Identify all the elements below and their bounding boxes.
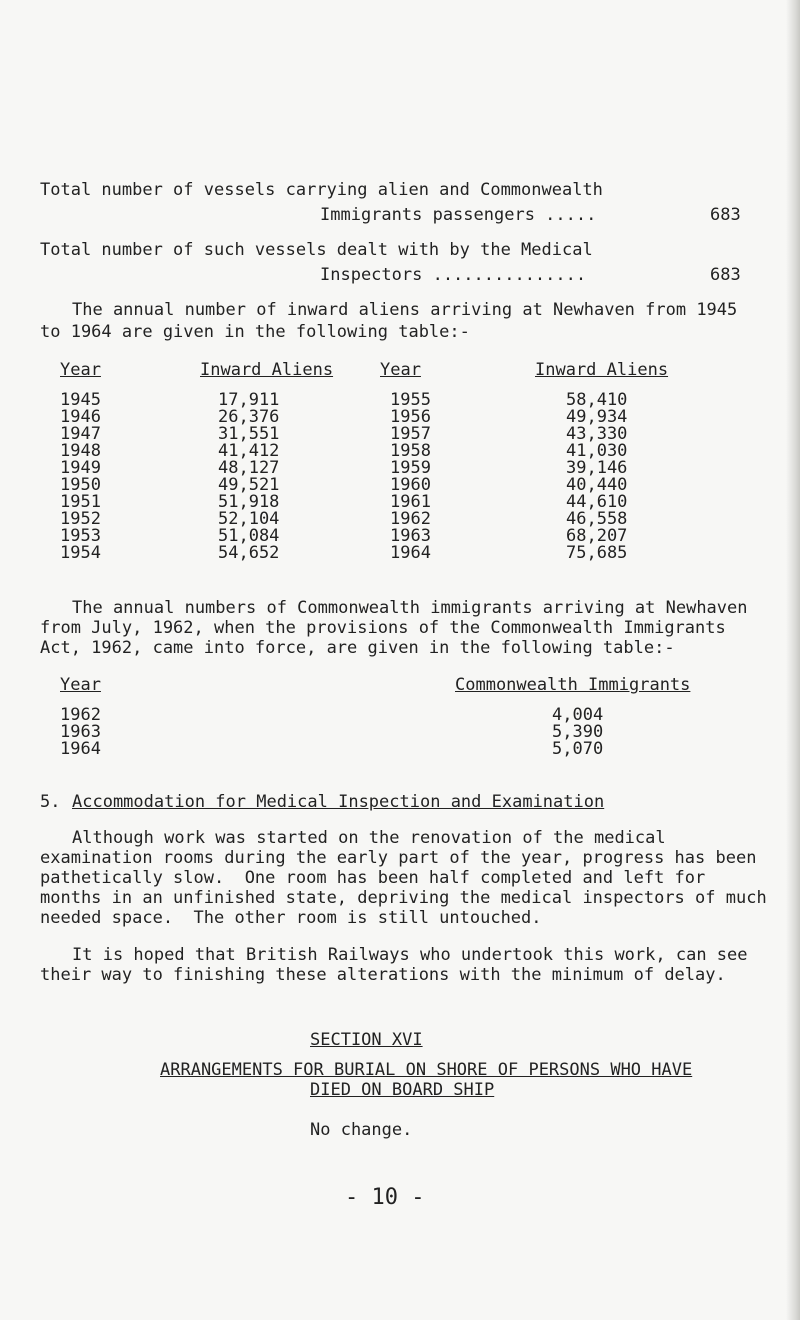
section-16-subheading-1: ARRANGEMENTS FOR BURIAL ON SHORE OF PERSONS WHO HAVE	[160, 1060, 693, 1080]
aliens-header-year-right: Year	[380, 360, 421, 380]
commonwealth-intro-line-1: The annual numbers of Commonwealth immigrants arriving at Newhaven	[72, 598, 748, 618]
section-5-para1-line: examination rooms during the early part of the year, progress has been	[40, 848, 757, 868]
aliens-value-cell: 46,558	[566, 509, 628, 529]
commonwealth-value-cell: 4,004	[552, 705, 604, 725]
commonwealth-year-cell: 1963	[60, 722, 101, 742]
vessels-line-1: Total number of vessels carrying alien and Commonwealth	[40, 180, 603, 200]
commonwealth-intro-line-2: from July, 1962, when the provisions of the Commonwealth Immigrants	[40, 618, 726, 638]
commonwealth-value-cell: 5,390	[552, 722, 604, 742]
aliens-year-cell: 1959	[390, 458, 431, 478]
aliens-year-cell: 1950	[60, 475, 101, 495]
section-16-heading: SECTION XVI	[310, 1030, 423, 1050]
section-5-para1-line: pathetically slow. One room has been half completed and left for	[40, 868, 706, 888]
page-number: - 10 -	[345, 1185, 425, 1210]
vessels-line-2-label: Immigrants passengers .....	[320, 205, 597, 225]
aliens-year-cell: 1951	[60, 492, 101, 512]
section-5-para1-line: months in an unfinished state, depriving the medical inspectors of much	[40, 888, 767, 908]
aliens-header-year-left: Year	[60, 360, 101, 380]
aliens-header-inward-right: Inward Aliens	[535, 360, 669, 380]
aliens-year-cell: 1945	[60, 390, 101, 410]
aliens-year-cell: 1961	[390, 492, 431, 512]
aliens-year-cell: 1947	[60, 424, 101, 444]
aliens-value-cell: 54,652	[218, 543, 280, 563]
aliens-years-right	[390, 392, 431, 562]
aliens-value-cell: 68,207	[566, 526, 628, 546]
section-5-para1-line: needed space. The other room is still untouched.	[40, 908, 542, 928]
section-5-heading: Accommodation for Medical Inspection and Examination	[72, 792, 605, 812]
commonwealth-value-cell: 5,070	[552, 739, 604, 759]
commonwealth-header-year: Year	[60, 675, 101, 695]
commonwealth-values	[552, 707, 603, 758]
aliens-year-cell: 1957	[390, 424, 431, 444]
aliens-value-cell: 41,030	[566, 441, 628, 461]
aliens-year-cell: 1948	[60, 441, 101, 461]
vessels-carrying-count: 683	[710, 205, 741, 225]
aliens-value-cell: 44,610	[566, 492, 628, 512]
vessels-line-3: Total number of such vessels dealt with by the Medical	[40, 240, 593, 260]
section-5-number: 5.	[40, 792, 61, 812]
aliens-year-cell: 1956	[390, 407, 431, 427]
aliens-value-cell: 41,412	[218, 441, 280, 461]
section-5-para2-line: It is hoped that British Railways who undertook this work, can see	[72, 945, 748, 965]
aliens-year-cell: 1964	[390, 543, 431, 563]
aliens-value-cell: 49,934	[566, 407, 628, 427]
commonwealth-year-cell: 1962	[60, 705, 101, 725]
aliens-year-cell: 1958	[390, 441, 431, 461]
aliens-value-cell: 48,127	[218, 458, 280, 478]
section-16-body: No change.	[310, 1120, 413, 1140]
aliens-value-cell: 43,330	[566, 424, 628, 444]
aliens-value-cell: 39,146	[566, 458, 628, 478]
aliens-year-cell: 1955	[390, 390, 431, 410]
commonwealth-intro-line-3: Act, 1962, came into force, are given in the following table:-	[40, 638, 675, 658]
aliens-header-inward-left: Inward Aliens	[200, 360, 334, 380]
vessels-inspected-count: 683	[710, 265, 741, 285]
aliens-value-cell: 51,084	[218, 526, 280, 546]
aliens-year-cell: 1960	[390, 475, 431, 495]
aliens-year-cell: 1962	[390, 509, 431, 529]
aliens-intro-line-1: The annual number of inward aliens arriving at Newhaven from 1945	[72, 300, 738, 320]
aliens-value-cell: 52,104	[218, 509, 280, 529]
aliens-value-cell: 31,551	[218, 424, 280, 444]
aliens-year-cell: 1949	[60, 458, 101, 478]
commonwealth-years	[60, 707, 101, 758]
aliens-value-cell: 58,410	[566, 390, 628, 410]
aliens-intro-line-2: to 1964 are given in the following table:-	[40, 322, 470, 342]
aliens-values-right	[566, 392, 627, 562]
aliens-value-cell: 49,521	[218, 475, 280, 495]
aliens-year-cell: 1954	[60, 543, 101, 563]
aliens-value-cell: 75,685	[566, 543, 628, 563]
aliens-value-cell: 51,918	[218, 492, 280, 512]
aliens-value-cell: 40,440	[566, 475, 628, 495]
aliens-years-left	[60, 392, 101, 562]
vessels-line-4-label: Inspectors ...............	[320, 265, 587, 285]
aliens-value-cell: 26,376	[218, 407, 280, 427]
page-edge-shadow	[786, 0, 800, 1320]
aliens-value-cell: 17,911	[218, 390, 280, 410]
commonwealth-header-immigrants: Commonwealth Immigrants	[455, 675, 691, 695]
aliens-year-cell: 1952	[60, 509, 101, 529]
aliens-values-left	[218, 392, 279, 562]
aliens-year-cell: 1953	[60, 526, 101, 546]
aliens-year-cell: 1946	[60, 407, 101, 427]
section-5-para1-line: Although work was started on the renovation of the medical	[72, 828, 666, 848]
aliens-year-cell: 1963	[390, 526, 431, 546]
section-5-para2-line: their way to finishing these alterations with the minimum of delay.	[40, 965, 726, 985]
section-16-subheading-2: DIED ON BOARD SHIP	[310, 1080, 495, 1100]
commonwealth-year-cell: 1964	[60, 739, 101, 759]
